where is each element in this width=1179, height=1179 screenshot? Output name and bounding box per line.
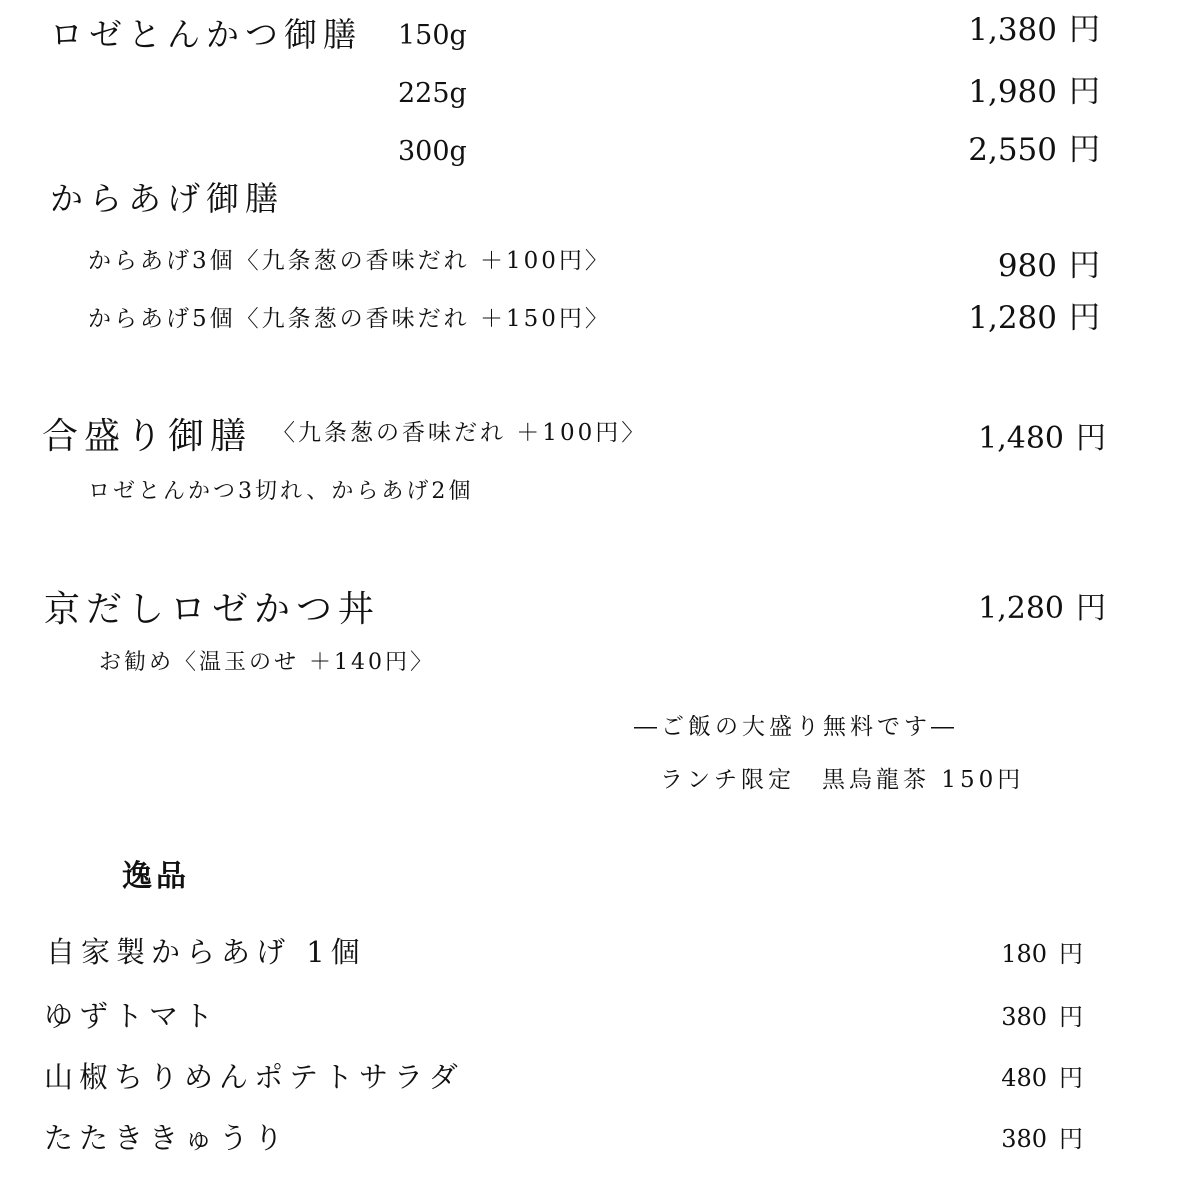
rice-free-note: ―ご飯の大盛り無料です― xyxy=(634,714,958,740)
ippin-item-name: たたききゅうり xyxy=(44,1121,290,1155)
ippin-item-name: ゆずトマト xyxy=(44,999,220,1033)
rose-tonkatsu-title: ロゼとんかつ御膳 xyxy=(50,15,362,54)
karaage-5-label: からあげ5個〈九条葱の香味だれ ＋150円〉 xyxy=(88,306,611,332)
ippin-item-price: 380 円 xyxy=(1001,1003,1083,1031)
karaage-5-price: 1,280 円 xyxy=(968,300,1100,336)
ippin-item-price: 480 円 xyxy=(1001,1064,1083,1092)
aimori-option: 〈九条葱の香味だれ ＋100円〉 xyxy=(272,420,648,446)
rose-weight-300: 300g xyxy=(398,136,467,167)
rose-price-150: 1,380 円 xyxy=(968,12,1100,48)
ippin-heading: 逸品 xyxy=(122,859,190,894)
ippin-item-price: 380 円 xyxy=(1001,1125,1083,1153)
ippin-item-price: 180 円 xyxy=(1001,940,1083,968)
rose-weight-150: 150g xyxy=(398,20,467,51)
karaage-3-price: 980 円 xyxy=(997,248,1100,284)
karaage-3-label: からあげ3個〈九条葱の香味だれ ＋100円〉 xyxy=(88,248,611,274)
aimori-price: 1,480 円 xyxy=(978,421,1106,456)
rose-price-300: 2,550 円 xyxy=(968,132,1100,168)
don-recommend: お勧め〈温玉のせ ＋140円〉 xyxy=(99,650,435,675)
ippin-item-name: 自家製からあげ 1個 xyxy=(46,935,366,969)
rose-price-225: 1,980 円 xyxy=(968,74,1100,110)
aimori-title: 合盛り御膳 xyxy=(42,416,253,457)
aimori-desc: ロゼとんかつ3切れ、からあげ2個 xyxy=(88,479,474,504)
rose-weight-225: 225g xyxy=(398,78,467,109)
don-title: 京だしロゼかつ丼 xyxy=(44,589,381,630)
lunch-tea-note: ランチ限定 黒烏龍茶 150円 xyxy=(660,767,1025,793)
don-price: 1,280 円 xyxy=(978,591,1106,626)
karaage-title: からあげ御膳 xyxy=(50,179,284,218)
ippin-item-name: 山椒ちりめんポテトサラダ xyxy=(44,1060,464,1094)
